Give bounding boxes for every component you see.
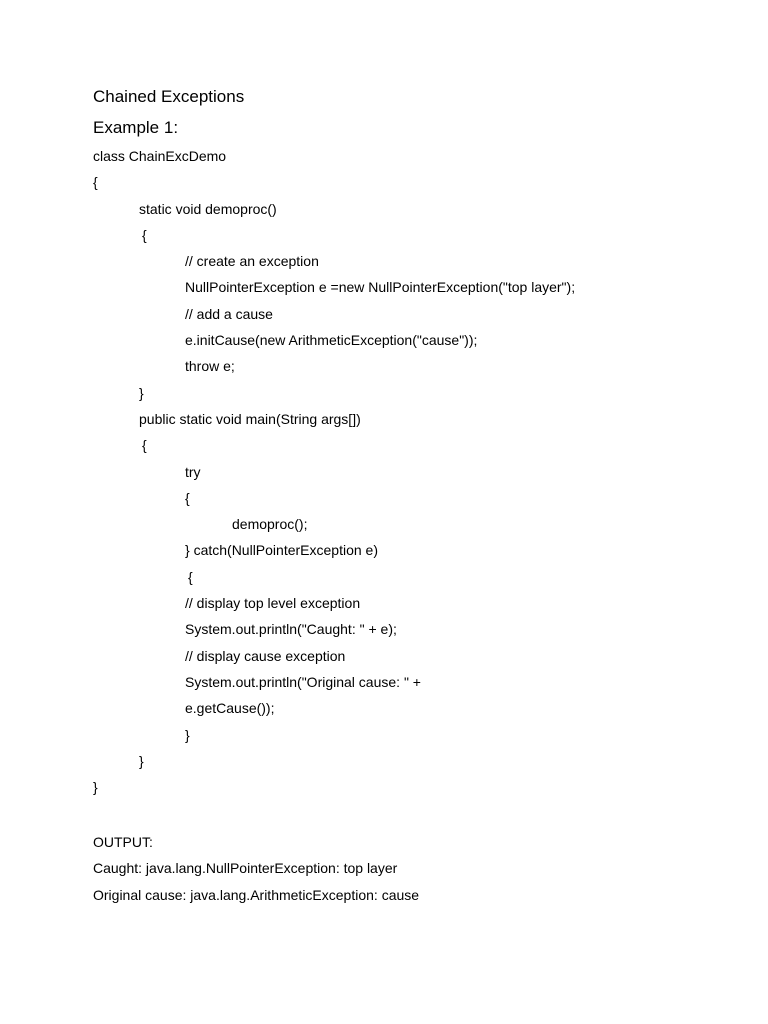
code-line-text: // create an exception (185, 253, 319, 270)
code-line (0, 225, 768, 251)
output-line: Original cause: java.lang.ArithmeticException: cause (93, 886, 420, 903)
code-line-text: } (185, 726, 190, 743)
code-block (0, 146, 768, 803)
code-line (0, 277, 768, 303)
code-line (0, 619, 768, 645)
code-line-text: throw e; (185, 358, 235, 375)
code-line-text: System.out.println("Original cause: " + (185, 673, 421, 690)
code-line (0, 672, 768, 698)
code-line-text: public static void main(String args[]) (139, 410, 361, 427)
output-label: OUTPUT: (93, 834, 153, 850)
example-heading: Example 1: (93, 118, 179, 137)
code-line-text: // display top level exception (185, 595, 361, 612)
document-title: Chained Exceptions (93, 87, 245, 106)
code-line (0, 330, 768, 356)
code-line (0, 777, 768, 803)
code-line-text: demoproc(); (232, 516, 308, 533)
code-line-text: e.initCause(new ArithmeticException("cause")); (185, 332, 478, 349)
output-line: Caught: java.lang.NullPointerException: top layer (93, 860, 398, 877)
code-line (0, 751, 768, 777)
code-line-text: try (185, 463, 201, 480)
code-line-text: { (142, 226, 147, 243)
code-line (0, 646, 768, 672)
code-line (0, 698, 768, 724)
code-line-text: } catch(NullPointerException e) (185, 542, 378, 559)
code-line (0, 199, 768, 225)
code-line-text: { (142, 437, 147, 454)
code-line (0, 725, 768, 751)
code-line-text: } (93, 779, 98, 796)
code-line-text: } (139, 752, 144, 769)
code-line-text: { (185, 489, 190, 506)
code-line-text: e.getCause()); (185, 700, 275, 717)
code-line (0, 488, 768, 514)
code-line (0, 435, 768, 461)
code-line (0, 409, 768, 435)
code-line-text: { (188, 568, 193, 585)
code-line (0, 251, 768, 277)
code-line (0, 567, 768, 593)
code-line (0, 540, 768, 566)
code-line (0, 462, 768, 488)
code-line (0, 146, 768, 172)
code-line (0, 514, 768, 540)
code-line-text: { (93, 174, 98, 191)
code-line-text: System.out.println("Caught: " + e); (185, 621, 397, 638)
code-line-text: static void demoproc() (139, 200, 277, 217)
code-line (0, 356, 768, 382)
code-line (0, 383, 768, 409)
code-line (0, 304, 768, 330)
code-line-text: class ChainExcDemo (93, 148, 227, 164)
code-line-text: // add a cause (185, 305, 273, 322)
code-line-text: // display cause exception (185, 647, 346, 664)
code-line-text: } (139, 384, 144, 401)
output-section (93, 832, 419, 911)
code-line-text: NullPointerException e =new NullPointerException("top layer"); (185, 279, 576, 296)
code-line (0, 172, 768, 198)
code-line (0, 593, 768, 619)
